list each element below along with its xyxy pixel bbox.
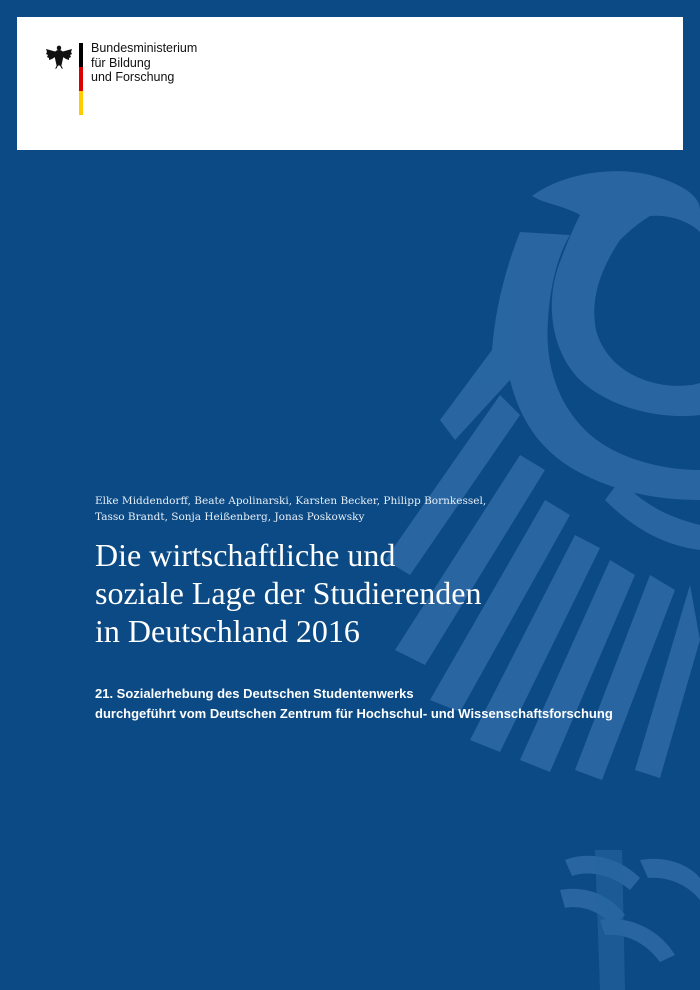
- authors-line-1: Elke Middendorff, Beate Apolinarski, Karsten Becker, Philipp Bornkessel,: [95, 495, 487, 507]
- ministry-name-line-1: Bundesministerium: [91, 41, 198, 55]
- german-flag-bar: [79, 43, 83, 115]
- flag-stripe-black: [79, 43, 83, 67]
- federal-eagle-icon: [45, 43, 73, 69]
- flag-stripe-gold: [79, 91, 83, 115]
- authors-line-2: Tasso Brandt, Sonja Heißenberg, Jonas Poskowsky: [95, 510, 365, 523]
- ministry-name: [91, 41, 197, 85]
- title-line-3: in Deutschland 2016: [95, 613, 360, 649]
- subtitle-line-2: durchgeführt vom Deutschen Zentrum für Hochschul- und Wissenschaftsforschung: [95, 706, 613, 721]
- ministry-name-line-3: und Forschung: [91, 70, 175, 84]
- subtitle-line-1: 21. Sozialerhebung des Deutschen Studentenwerks: [95, 686, 414, 701]
- ministry-header: [17, 17, 683, 150]
- ministry-name-line-2: für Bildung: [91, 55, 151, 70]
- title-line-2: soziale Lage der Studierenden: [95, 575, 482, 611]
- authors: [95, 494, 486, 525]
- flag-stripe-red: [79, 67, 83, 91]
- document-subtitle: [95, 684, 613, 724]
- title-line-1: Die wirtschaftliche und: [95, 537, 396, 573]
- document-title: [95, 536, 482, 650]
